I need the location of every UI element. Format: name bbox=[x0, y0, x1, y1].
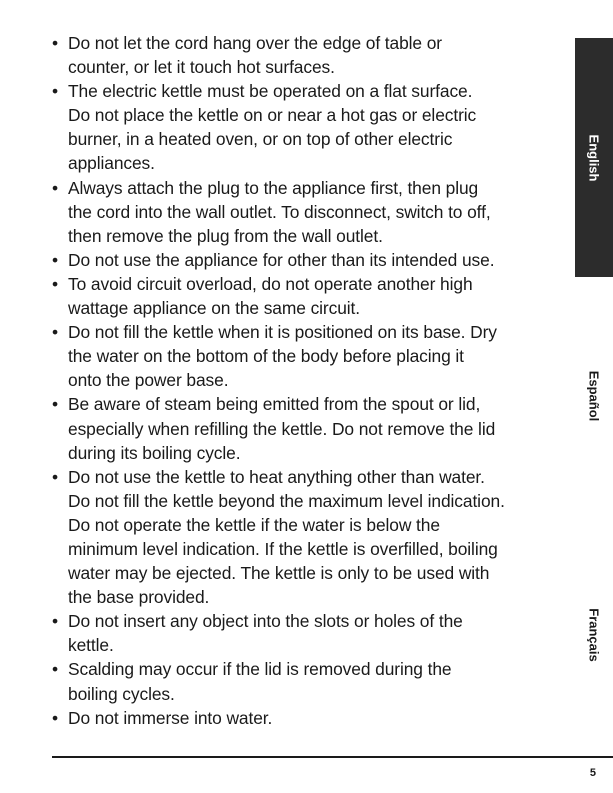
tab-espanol[interactable] bbox=[575, 277, 613, 515]
tab-espanol-label: Español bbox=[586, 370, 602, 422]
safety-instructions bbox=[52, 31, 567, 730]
bullet-item: • To avoid circuit overload, do not operate another high wattage appliance on the same circuit. bbox=[52, 272, 567, 320]
bullet-item: • Be aware of steam being emitted from the spout or lid, especially when refilling the kettle. Do not remove the lid during its boiling cycle. bbox=[52, 392, 567, 464]
bullet-item: • Scalding may occur if the lid is removed during the boiling cycles. bbox=[52, 657, 567, 705]
bullet-item: • The electric kettle must be operated on a flat surface. Do not place the kettle on or near a hot gas or electric burner, in a heated oven, or on top of other electric appliances. bbox=[52, 79, 567, 175]
page-number: 5 bbox=[589, 767, 596, 779]
bullet-item: • Do not use the kettle to heat anything other than water. Do not fill the kettle beyond the maximum level indication. Do not operate the kettle if the water is below the minimum level indication. If the kettle is overfilled, boiling water may be ejected. The kettle is only to be used with the base provided. bbox=[52, 465, 567, 610]
bullet-item: • Do not fill the kettle when it is positioned on its base. Dry the water on the bottom of the body before placing it onto the power base. bbox=[52, 320, 567, 392]
bullet-item: • Do not let the cord hang over the edge of table or counter, or let it touch hot surfaces. bbox=[52, 31, 567, 79]
bullet-item: • Do not immerse into water. bbox=[52, 706, 567, 730]
bullet-item: • Do not insert any object into the slots or holes of the kettle. bbox=[52, 609, 567, 657]
bullet-item: • Always attach the plug to the appliance first, then plug the cord into the wall outlet. To disconnect, switch to off, then remove the plug from the wall outlet. bbox=[52, 176, 567, 248]
bullet-list bbox=[52, 31, 567, 730]
tab-english[interactable] bbox=[575, 38, 613, 277]
bullet-item: • Do not use the appliance for other than its intended use. bbox=[52, 248, 567, 272]
tab-francais-label: Français bbox=[586, 608, 602, 662]
tab-francais[interactable] bbox=[575, 515, 613, 755]
footer-divider bbox=[52, 756, 613, 758]
tab-english-label: English bbox=[586, 134, 602, 181]
